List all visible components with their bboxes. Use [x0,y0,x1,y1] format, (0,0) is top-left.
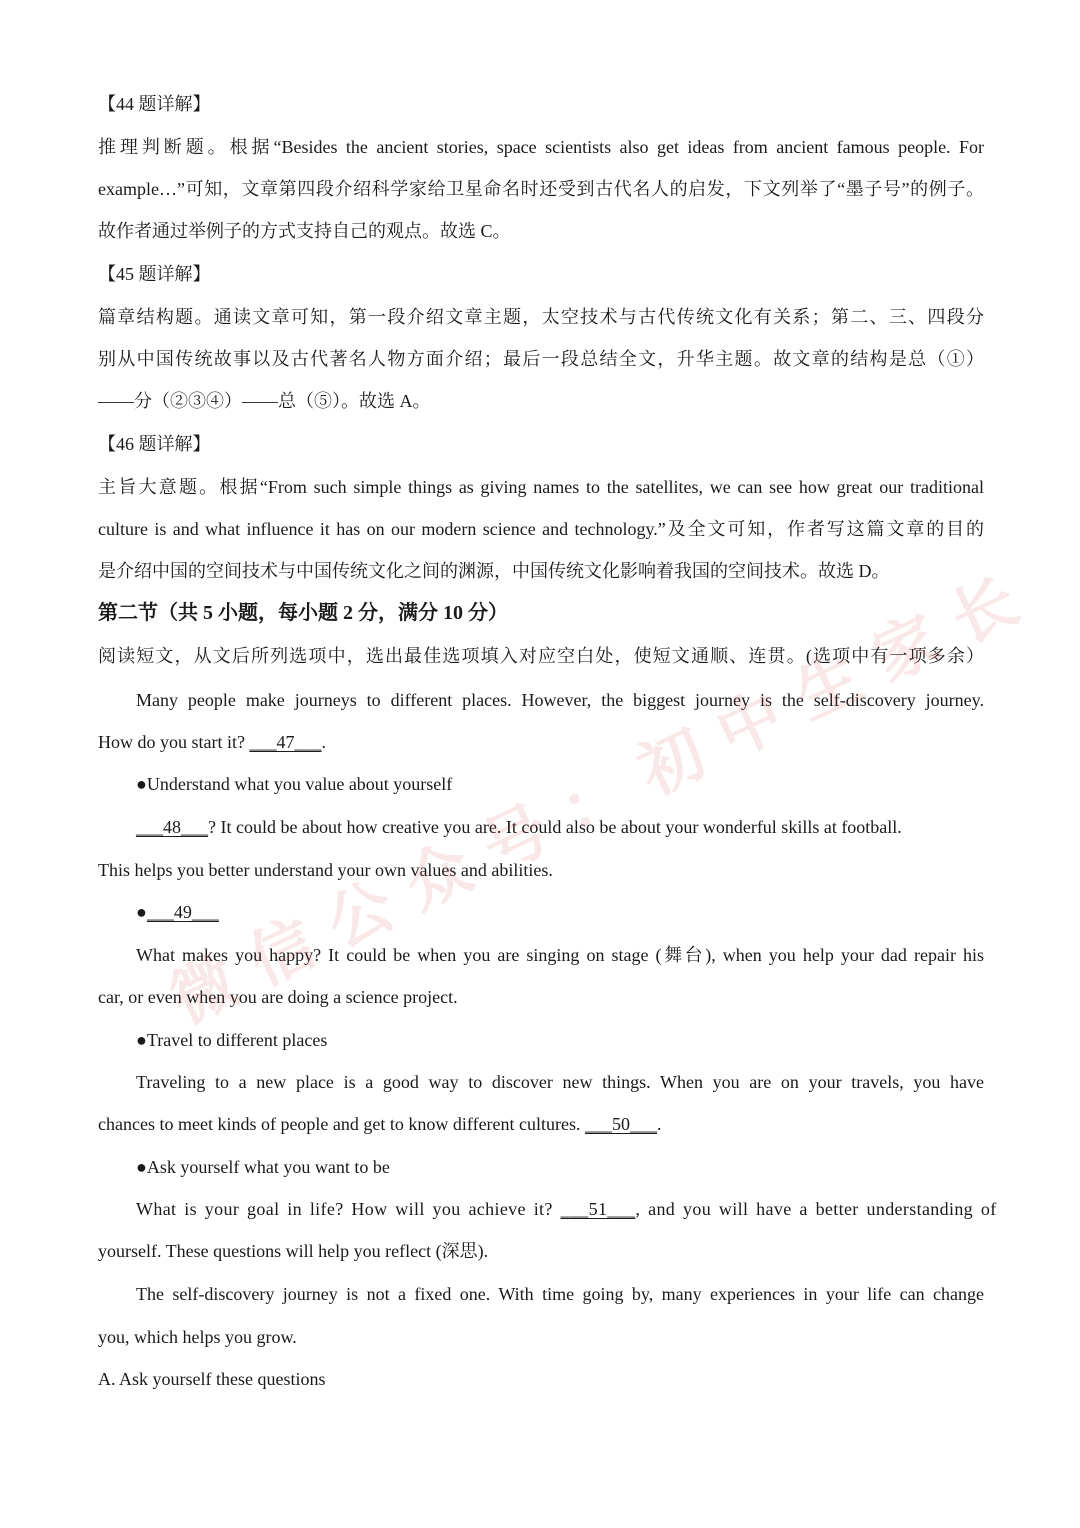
heading-ask-yourself: ●Ask yourself what you want to be [136,1157,390,1177]
blank-47: ___47___ [249,732,322,752]
blank-48: ___48___ [136,817,208,837]
passage-p2-line-2: This helps you better understand your own values and abilities. [98,860,553,880]
q45-header: 【45 题详解】 [98,264,211,284]
watermark-char: 号 [471,791,562,887]
watermark-char: 信 [237,905,328,1001]
q46-line-1: 主旨大意题。根据“From such simple things as giving names to the satellites, we can see how great our traditional [98,477,984,497]
passage-p1-line-2 [98,729,984,755]
passage-text: How do you start it? [98,732,250,752]
q45-line-2: 别从中国传统故事以及古代著名人物方面介绍；最后一段总结全文，升华主题。故文章的结构是总（①） [98,349,984,369]
watermark-char: 家 [861,601,952,697]
blank-51: ___51___ [560,1199,636,1219]
watermark-char: ： [549,753,640,849]
watermark-char: 初 [627,715,718,811]
q46-line-2: culture is and what influence it has on our modern science and technology.”及全文可知，作者写这篇文章的目的 [98,519,984,539]
blank-49: ___49___ [146,902,219,922]
q44-line-1: 推理判断题。根据“Besides the ancient stories, space scientists also get ideas from ancient famous people. For [98,137,984,157]
watermark-char: 长 [939,563,1030,659]
part2-instructions: 阅读短文，从文后所列选项中，选出最佳选项填入对应空白处，使短文通顺、连贯。(选项中有一项多余） [98,646,984,666]
watermark-char: 公 [315,867,406,963]
passage-p4-line-2 [98,1111,984,1137]
bullet: ● [136,902,147,922]
passage-p6-line-2: you, which helps you grow. [98,1327,297,1347]
passage-p3-line-1: What makes you happy? It could be when you are singing on stage (舞台), when you help your dad repair his [136,945,984,965]
q45-line-1: 篇章结构题。通读文章可知，第一段介绍文章主题，太空技术与古代传统文化有关系；第二、三、四段分 [98,307,984,327]
passage-p3-line-2: car, or even when you are doing a science project. [98,987,458,1007]
blank-50: ___50___ [585,1114,658,1134]
q45-line-3: ——分（②③④）——总（⑤）。故选 A。 [98,391,431,411]
q44-line-3: 故作者通过举例子的方式支持自己的观点。故选 C。 [98,221,511,241]
watermark-char: 生 [783,639,874,735]
passage-text: . [321,732,326,752]
passage-text: ? It could be about how creative you are. It could also be about your wonderful skills at football. [208,817,902,837]
passage-p4-line-1: Traveling to a new place is a good way to discover new things. When you are on your travels, you have [136,1072,984,1092]
heading-travel: ●Travel to different places [136,1030,328,1050]
passage-text: chances to meet kinds of people and get to know different cultures. [98,1114,586,1134]
passage-p5-line-1 [136,1196,997,1222]
heading-blank-49 [136,899,984,925]
watermark-char: 微 [159,943,250,1039]
passage-text: , and you will have a better understanding of [635,1199,997,1219]
passage-text: What is your goal in life? How will you achieve it? [136,1199,561,1219]
q44-line-2: example…”可知，文章第四段介绍科学家给卫星命名时还受到古代名人的启发，下文列举了“墨子号”的例子。 [98,179,984,199]
watermark-char: 中 [705,677,796,773]
part2-title: 第二节（共 5 小题，每小题 2 分，满分 10 分） [98,602,508,624]
passage-text: . [657,1114,662,1134]
q46-header: 【46 题详解】 [98,434,211,454]
passage-p5-line-2: yourself. These questions will help you reflect (深思). [98,1241,489,1261]
passage-p1-line-1: Many people make journeys to different places. However, the biggest journey is the self-discovery journey. [136,690,984,710]
watermark-char: 众 [393,829,484,925]
passage-p6-line-1: The self-discovery journey is not a fixed one. With time going by, many experiences in your life can change [136,1284,984,1304]
heading-understand-values: ●Understand what you value about yourself [136,774,453,794]
option-a: A. Ask yourself these questions [98,1369,326,1389]
passage-p2-line-1 [136,814,984,840]
q44-header: 【44 题详解】 [98,94,211,114]
q46-line-3: 是介绍中国的空间技术与中国传统文化之间的渊源，中国传统文化影响着我国的空间技术。故选 D。 [98,561,890,581]
